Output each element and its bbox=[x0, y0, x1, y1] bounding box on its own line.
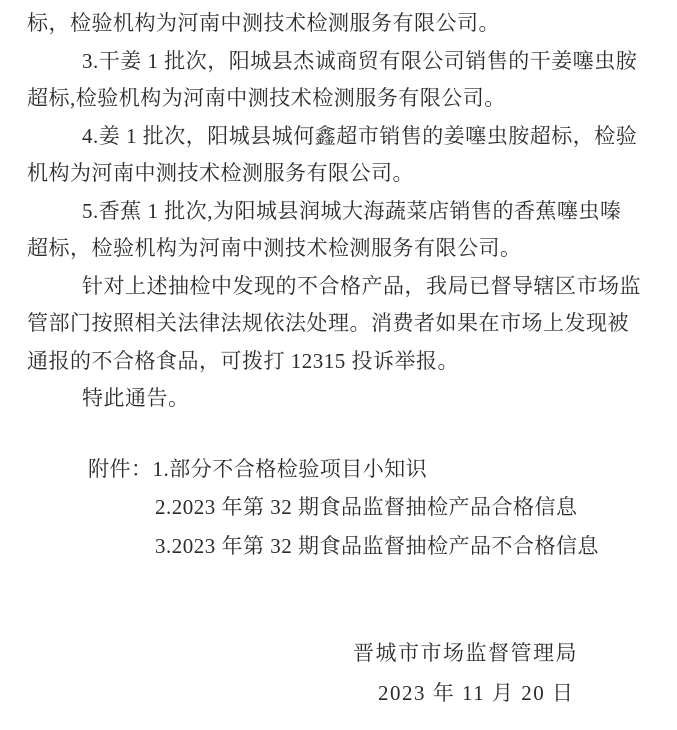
attachment-item: 1.部分不合格检验项目小知识 bbox=[152, 456, 428, 481]
body-line: 特此通告。 bbox=[82, 386, 190, 410]
body-line: 针对上述抽检中发现的不合格产品，我局已督导辖区市场监 bbox=[82, 273, 641, 298]
body-line: 管部门按照相关法律法规依法处理。消费者如果在市场上发现被 bbox=[27, 311, 629, 335]
body-line: 通报的不合格食品，可拨打 12315 投诉举报。 bbox=[27, 348, 459, 373]
attachments-header-line bbox=[27, 450, 652, 489]
body-line: 5.香蕉 1 批次,为阳城县润城大海蔬菜店销售的香蕉噻虫嗪 bbox=[82, 198, 622, 223]
signature-organization: 晋城市市场监督管理局 bbox=[353, 641, 578, 665]
section-gap bbox=[27, 418, 652, 450]
body-line: 超标，检验机构为河南中测技术检测服务有限公司。 bbox=[27, 236, 522, 260]
body-line: 3.干姜 1 批次，阳城县杰诚商贸有限公司销售的干姜噻虫胺 bbox=[82, 48, 638, 73]
signature-date: 2023 年 11 月 20 日 bbox=[378, 681, 575, 705]
attachment-item: 2.2023 年第 32 期食品监督抽检产品合格信息 bbox=[155, 495, 578, 519]
attachments-label: 附件： bbox=[88, 456, 153, 481]
body-line: 标，检验机构为河南中测技术检测服务有限公司。 bbox=[27, 11, 500, 35]
attachment-item: 3.2023 年第 32 期食品监督抽检产品不合格信息 bbox=[155, 533, 599, 558]
body-line: 机构为河南中测技术检测服务有限公司。 bbox=[27, 161, 414, 185]
body-line: 超标,检验机构为河南中测技术检测服务有限公司。 bbox=[27, 86, 506, 110]
body-line: 4.姜 1 批次，阳城县城何鑫超市销售的姜噻虫胺超标，检验 bbox=[82, 123, 638, 148]
signature-gap bbox=[27, 565, 652, 633]
